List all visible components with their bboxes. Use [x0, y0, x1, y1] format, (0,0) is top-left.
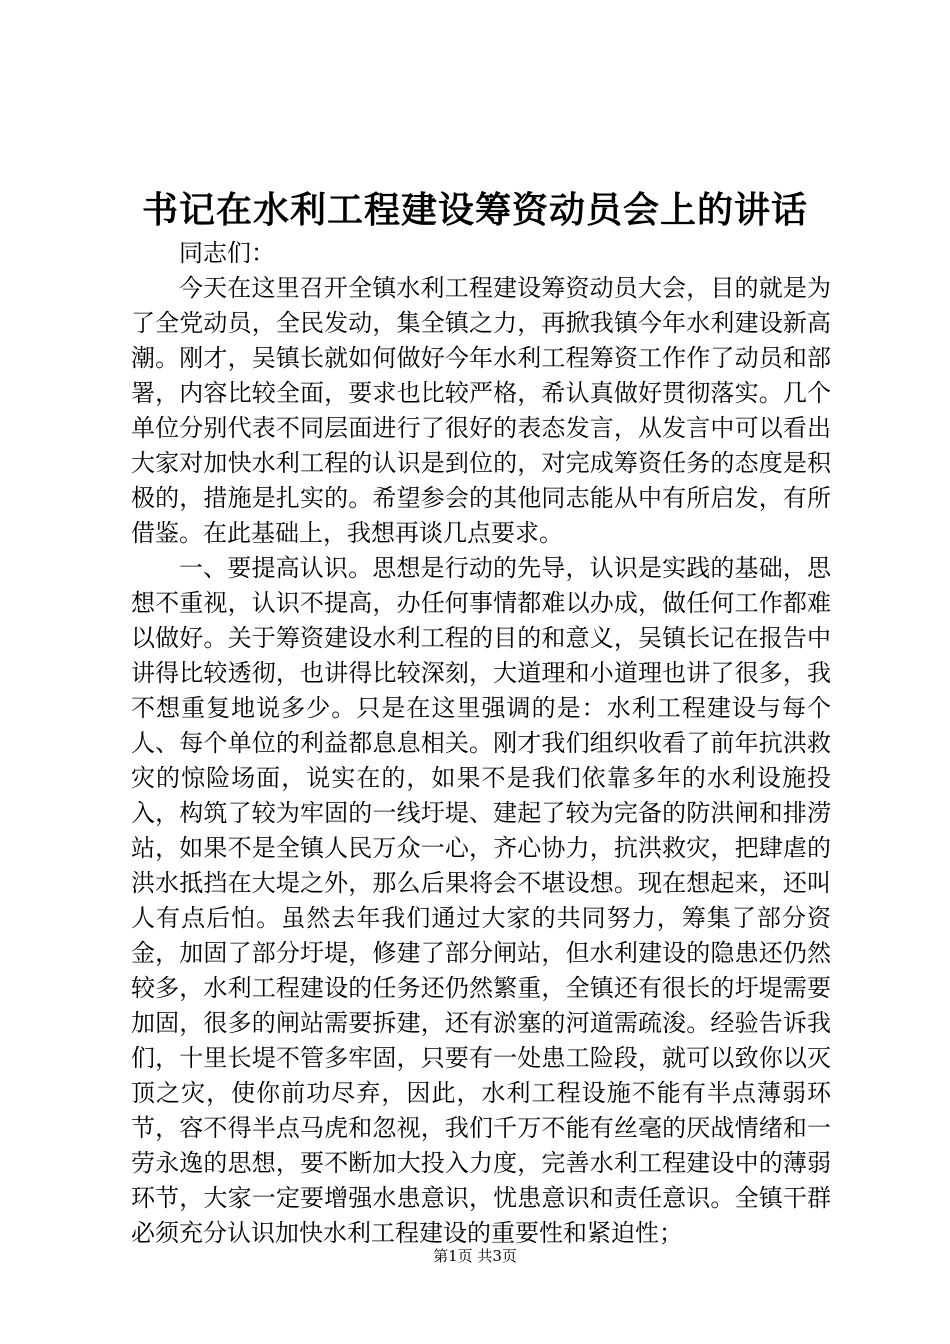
document-body [131, 236, 831, 1251]
page-title: 书记在水利工程建设筹资动员会上的讲话 [141, 189, 808, 231]
paragraph-intro: 今天在这里召开全镇水利工程建设筹资动员大会，目的就是为了全党动员，全民发动，集全镇之力，再掀我镇今年水利建设新高潮。刚才，吴镇长就如何做好今年水利工程筹资工作作了动员和部署，内容比较全面，要求也比较严格，希认真做好贯彻落实。几个单位分别代表不同层面进行了很好的表态发言，从发言中可以看出大家对加快水利工程的认识是到位的，对完成筹资任务的态度是积极的，措施是扎实的。希望参会的其他同志能从中有所启发，有所借鉴。在此基础上，我想再谈几点要求。 [131, 274, 831, 547]
paragraph-point-one: 一、要提高认识。思想是行动的先导，认识是实践的基础，思想不重视，认识不提高，办任何事情都难以办成，做任何工作都难以做好。关于筹资建设水利工程的目的和意义，吴镇长记在报告中讲得比较透彻，也讲得比较深刻，大道理和小道理也讲了很多，我不想重复地说多少。只是在这里强调的是：水利工程建设与每个人、每个单位的利益都息息相关。刚才我们组织收看了前年抗洪救灾的惊险场面，说实在的，如果不是我们依靠多年的水利设施投入，构筑了较为牢固的一线圩堤、建起了较为完备的防洪闸和排涝站，如果不是全镇人民万众一心，齐心协力，抗洪救灾，把肆虐的洪水抵挡在大堤之外，那么后果将会不堪设想。现在想起来，还叫人有点后怕。虽然去年我们通过大家的共同努力，筹集了部分资金，加固了部分圩堤，修建了部分闸站，但水利建设的隐患还仍然较多，水利工程建设的任务还仍然繁重，全镇还有很长的圩堤需要加固，很多的闸站需要拆建，还有淤塞的河道需疏浚。经验告诉我们，十里长堤不管多牢固，只要有一处患工险段，就可以致你以灭顶之灾，使你前功尽弃，因此，水利工程设施不能有半点薄弱环节，容不得半点马虎和忽视，我们千万不能有丝毫的厌战情绪和一劳永逸的思想，要不断加大投入力度，完善水利工程建设中的薄弱环节，大家一定要增强水患意识，忧患意识和责任意识。全镇干群必须充分认识加快水利工程建设的重要性和紧迫性； [131, 554, 831, 1247]
page-number-footer: 第1页 共3页 [433, 1247, 517, 1265]
salutation: 同志们： [179, 239, 275, 267]
